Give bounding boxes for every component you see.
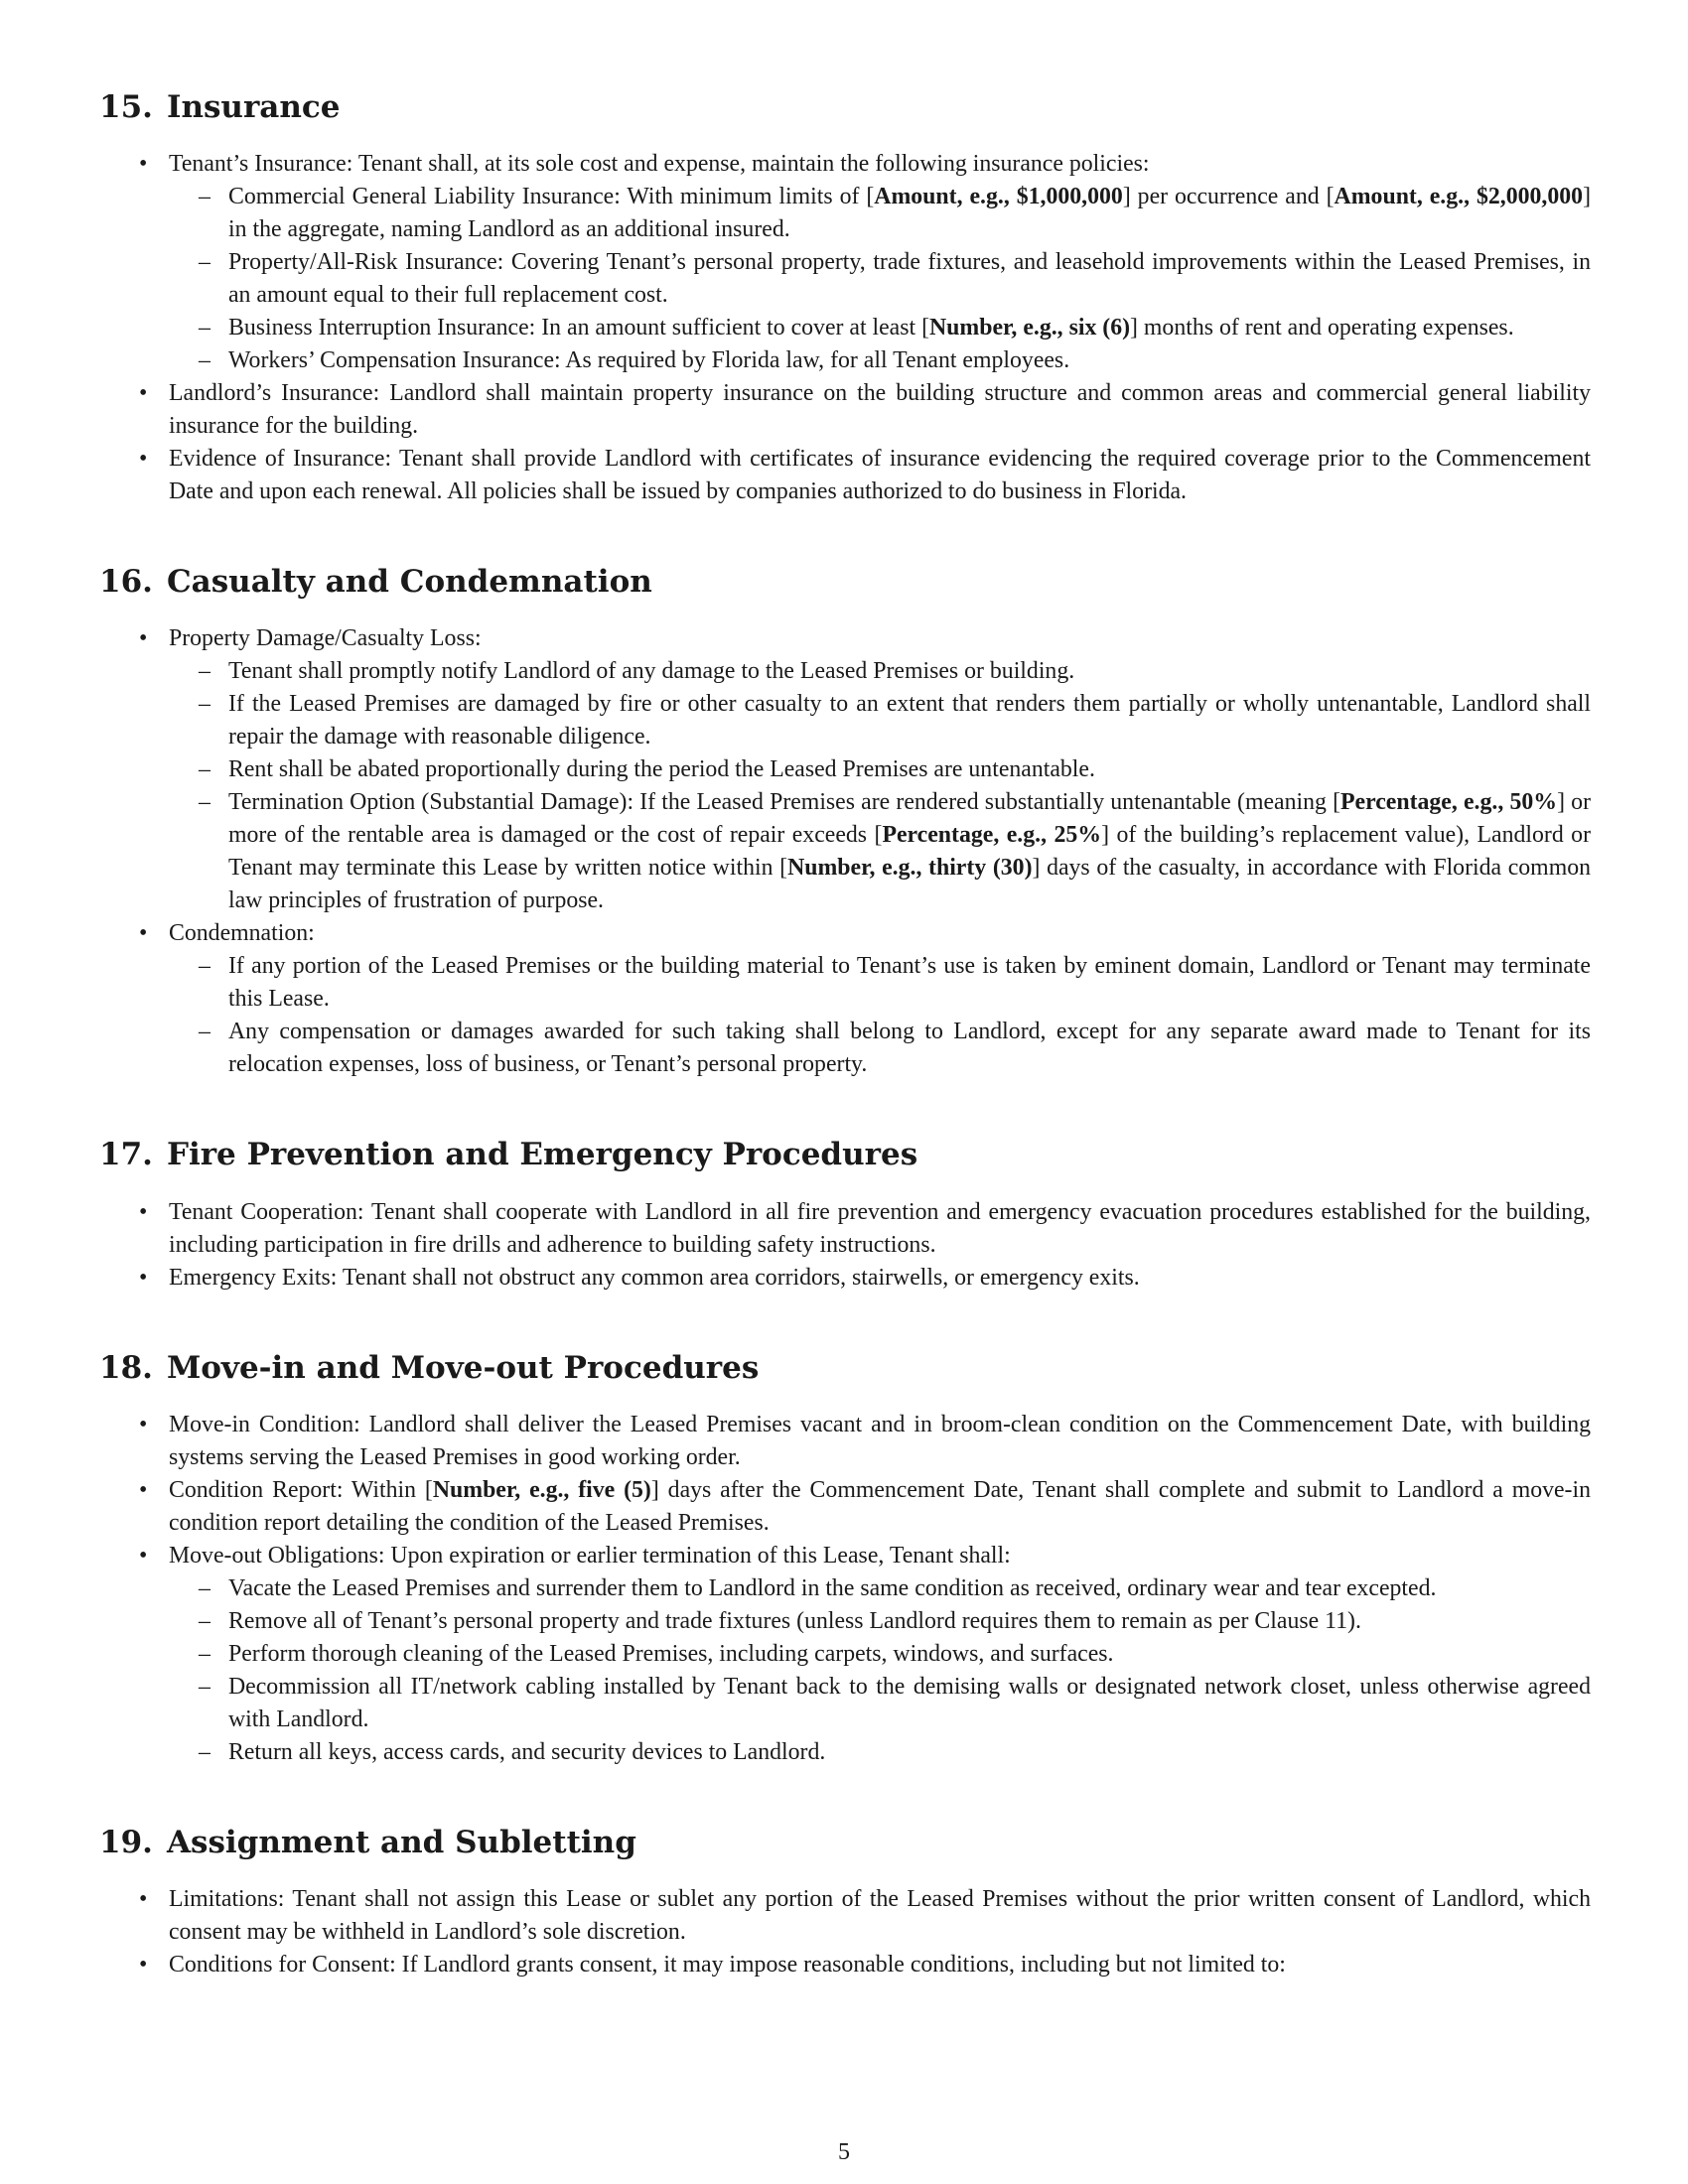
section-heading bbox=[99, 1137, 1591, 1173]
list-item bbox=[169, 148, 1591, 377]
sub-list-item: – Remove all of Tenant’s personal property and trade fixtures (unless Landlord requires them to remain as per Clause 11). bbox=[228, 1605, 1591, 1638]
sub-list-item bbox=[228, 786, 1591, 917]
list-item: • Tenant Cooperation: Tenant shall cooperate with Landlord in all fire prevention and emergency evacuation procedures established for the building, including participation in fire drills and adherence to building safety instructions. bbox=[169, 1196, 1591, 1262]
bullet-list bbox=[99, 622, 1591, 1081]
list-item: • Move-in Condition: Landlord shall deliver the Leased Premises vacant and in broom-clean condition on the Commencement Date, with building systems serving the Leased Premises in good working order. bbox=[169, 1409, 1591, 1474]
bullet-list bbox=[99, 148, 1591, 508]
list-item bbox=[169, 622, 1591, 917]
sub-list bbox=[169, 655, 1591, 917]
bullet-list bbox=[99, 1409, 1591, 1769]
text: ] of the building’s replacement value), Landlord or Tenant may terminate this Lease by written notice within [ bbox=[228, 822, 1592, 882]
sub-list-item: – Tenant shall promptly notify Landlord of any damage to the Leased Premises or building. bbox=[228, 655, 1591, 688]
text: Commercial General Liability Insurance: With minimum limits of [ bbox=[228, 184, 875, 210]
section-number: 15. bbox=[99, 89, 153, 125]
placeholder-text: Amount, e.g., $1,000,000 bbox=[874, 184, 1123, 210]
list-item: • Limitations: Tenant shall not assign this Lease or sublet any portion of the Leased Premises without the prior written consent of Landlord, which consent may be withheld in Landlord’s sole discretion. bbox=[169, 1883, 1591, 1949]
sub-list-item: – Perform thorough cleaning of the Leased Premises, including carpets, windows, and surfaces. bbox=[228, 1638, 1591, 1671]
sub-list-item: – Property/All-Risk Insurance: Covering Tenant’s personal property, trade fixtures, and leasehold improvements within the Leased Premises, in an amount equal to their full replacement cost. bbox=[228, 246, 1591, 312]
section-number: 18. bbox=[99, 1349, 153, 1386]
sub-list-item bbox=[228, 181, 1591, 246]
document-page bbox=[99, 89, 1591, 2037]
section-title: Casualty and Condemnation bbox=[166, 564, 652, 601]
sub-list-item bbox=[228, 312, 1591, 344]
sub-list-item: – Decommission all IT/network cabling installed by Tenant back to the demising walls or designated network closet, unless otherwise agreed with Landlord. bbox=[228, 1671, 1591, 1736]
section-title: Move-in and Move-out Procedures bbox=[166, 1349, 760, 1386]
list-item bbox=[169, 917, 1591, 1081]
section-number: 19. bbox=[99, 1824, 153, 1860]
sub-list-item: – If any portion of the Leased Premises or the building material to Tenant’s use is taken by eminent domain, Landlord or Tenant may terminate this Lease. bbox=[228, 950, 1591, 1016]
placeholder-text: Percentage, e.g., 25% bbox=[882, 822, 1102, 849]
list-item-text: Condemnation: bbox=[169, 920, 315, 947]
list-item bbox=[169, 1474, 1591, 1540]
sub-list-item: – Workers’ Compensation Insurance: As required by Florida law, for all Tenant employees. bbox=[228, 344, 1591, 377]
section-insurance bbox=[99, 89, 1591, 508]
text: ] in the aggregate, naming Landlord as an additional insured. bbox=[228, 184, 1592, 243]
placeholder-text: Number, e.g., thirty (30) bbox=[787, 855, 1033, 882]
section-heading bbox=[99, 89, 1591, 126]
text: ] days after the Commencement Date, Tenant shall complete and submit to Landlord a move-in condition report detailing the condition of the Leased Premises. bbox=[169, 1476, 1591, 1536]
sub-list bbox=[169, 1572, 1591, 1769]
sub-list bbox=[169, 950, 1591, 1081]
sub-list-item: – Vacate the Leased Premises and surrender them to Landlord in the same condition as received, ordinary wear and tear excepted. bbox=[228, 1572, 1591, 1605]
placeholder-text: Number, e.g., six (6) bbox=[929, 315, 1131, 341]
placeholder-text: Percentage, e.g., 50% bbox=[1340, 789, 1558, 816]
text: ] days of the casualty, in accordance with Florida common law principles of frustration of purpose. bbox=[228, 855, 1592, 914]
section-fire-prevention bbox=[99, 1137, 1591, 1294]
sub-list-item: – If the Leased Premises are damaged by fire or other casualty to an extent that renders them partially or wholly untenantable, Landlord shall repair the damage with reasonable diligence. bbox=[228, 688, 1591, 753]
sub-list bbox=[169, 181, 1591, 377]
list-item-text: Tenant’s Insurance: Tenant shall, at its sole cost and expense, maintain the following insurance policies: bbox=[169, 151, 1150, 178]
text: ] per occurrence and [ bbox=[1122, 184, 1335, 210]
placeholder-text: Amount, e.g., $2,000,000 bbox=[1334, 184, 1584, 210]
section-title: Insurance bbox=[166, 89, 341, 125]
sub-list-item: – Any compensation or damages awarded for such taking shall belong to Landlord, except for any separate award made to Tenant for its relocation expenses, loss of business, or Tenant’s personal property. bbox=[228, 1016, 1591, 1081]
section-heading bbox=[99, 1350, 1591, 1387]
page-number: 5 bbox=[838, 2139, 850, 2165]
section-move-in-move-out bbox=[99, 1350, 1591, 1769]
section-heading bbox=[99, 1825, 1591, 1861]
placeholder-text: Number, e.g., five (5) bbox=[432, 1476, 651, 1503]
section-heading bbox=[99, 564, 1591, 601]
list-item: • Conditions for Consent: If Landlord grants consent, it may impose reasonable conditions, including but not limited to: bbox=[169, 1949, 1591, 1981]
section-casualty-condemnation bbox=[99, 564, 1591, 1081]
text: ] months of rent and operating expenses. bbox=[1130, 315, 1514, 341]
text: Condition Report: Within [ bbox=[169, 1476, 433, 1503]
text: Termination Option (Substantial Damage): If the Leased Premises are rendered substantially untenantable (meaning [ bbox=[228, 789, 1340, 816]
text: ] or more of the rentable area is damaged or the cost of repair exceeds [ bbox=[228, 789, 1591, 849]
list-item: • Emergency Exits: Tenant shall not obstruct any common area corridors, stairwells, or emergency exits. bbox=[169, 1262, 1591, 1295]
section-title: Fire Prevention and Emergency Procedures bbox=[166, 1137, 918, 1173]
sub-list-item: – Rent shall be abated proportionally during the period the Leased Premises are untenantable. bbox=[228, 753, 1591, 786]
sub-list-item: – Return all keys, access cards, and security devices to Landlord. bbox=[228, 1736, 1591, 1769]
section-title: Assignment and Subletting bbox=[166, 1824, 636, 1860]
section-assignment-subletting bbox=[99, 1825, 1591, 1981]
section-number: 16. bbox=[99, 564, 153, 601]
list-item-text: Move-out Obligations: Upon expiration or earlier termination of this Lease, Tenant shall: bbox=[169, 1542, 1011, 1569]
bullet-list bbox=[99, 1196, 1591, 1295]
section-number: 17. bbox=[99, 1137, 153, 1173]
bullet-list bbox=[99, 1883, 1591, 1981]
list-item: • Landlord’s Insurance: Landlord shall maintain property insurance on the building structure and common areas and commercial general liability insurance for the building. bbox=[169, 377, 1591, 443]
text: Business Interruption Insurance: In an amount sufficient to cover at least [ bbox=[228, 315, 929, 341]
list-item-text: Property Damage/Casualty Loss: bbox=[169, 625, 482, 652]
list-item bbox=[169, 1540, 1591, 1769]
list-item: • Evidence of Insurance: Tenant shall provide Landlord with certificates of insurance evidencing the required coverage prior to the Commencement Date and upon each renewal. All policies shall be issued by companies authorized to do business in Florida. bbox=[169, 443, 1591, 508]
